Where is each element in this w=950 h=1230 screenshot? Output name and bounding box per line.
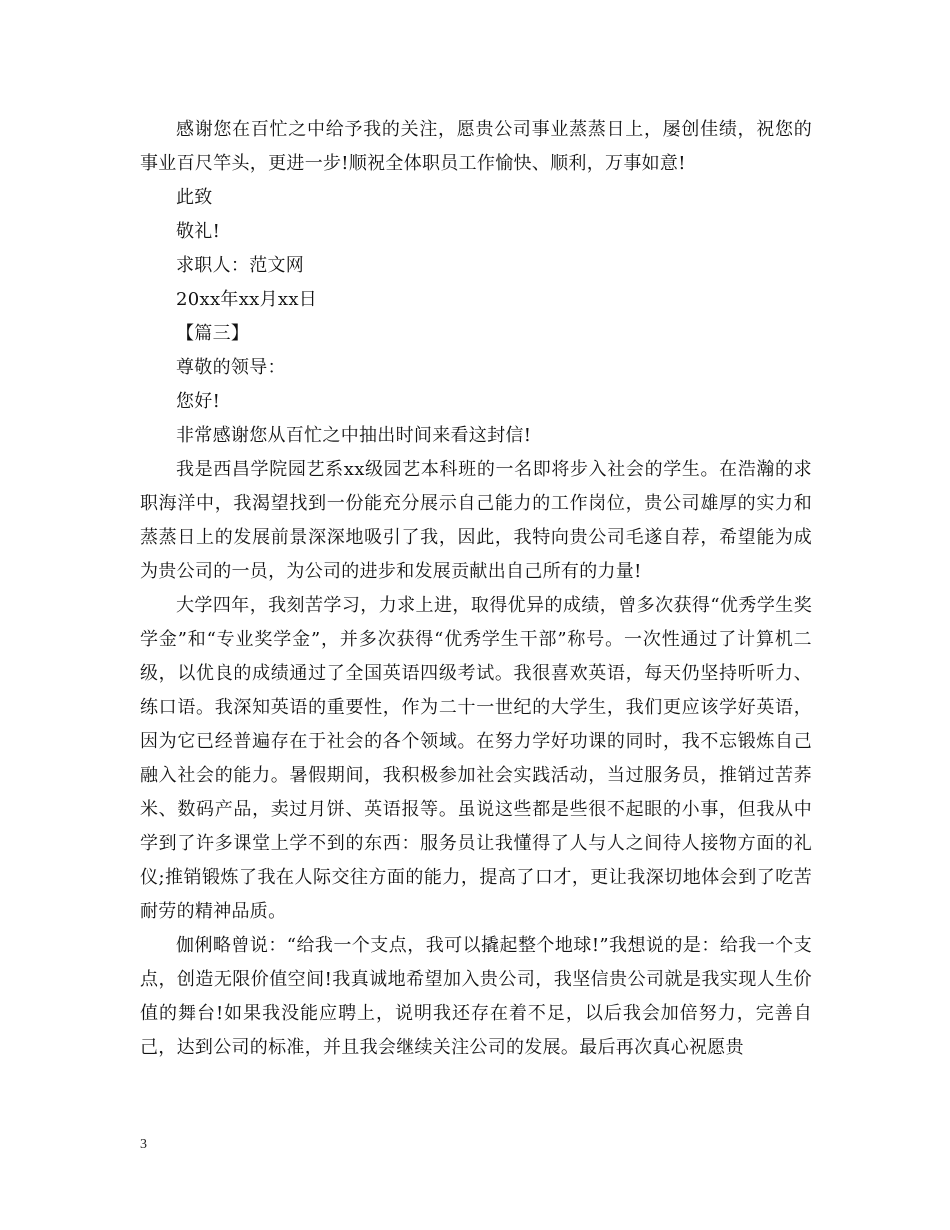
paragraph-conclusion: 伽俐略曾说：“给我一个支点，我可以撬起整个地球!”我想说的是：给我一个支点，创造无限价值空间!我真诚地希望加入贵公司，我坚信贵公司就是我实现人生价值的舞台!如果我没能应聘上，说明我还存在着不足，以后我会加倍努力，完善自己，达到公司的标准，并且我会继续关注公司的发展。最后再次真心祝愿贵 (140, 935, 812, 1058)
paragraph-thanks: 感谢您在百忙之中给予我的关注，愿贵公司事业蒸蒸日上，屡创佳绩，祝您的事业百尺竿头，更进一步!顺祝全体职员工作愉快、顺利，万事如意! (140, 119, 812, 174)
paragraph-regards: 敬礼! (176, 221, 221, 242)
section-heading: 【篇三】 (176, 323, 250, 344)
paragraph-date: 20xx年xx月xx日 (176, 289, 318, 310)
paragraph-opening-thanks: 非常感谢您从百忙之中抽出时间来看这封信! (176, 425, 532, 446)
paragraph-introduction: 我是西昌学院园艺系xx级园艺本科班的一名即将步入社会的学生。在浩瀚的求职海洋中，我渴望找到一份能充分展示自己能力的工作岗位，贵公司雄厚的实力和蒸蒸日上的发展前景深深地吸引了我，因此，我特向贵公司毛遂自荐，希望能为成为贵公司的一员，为公司的进步和发展贡献出自己所有的力量! (140, 459, 812, 582)
paragraph-closing-salutation: 此致 (176, 187, 213, 208)
paragraph-greeting: 尊敬的领导： (176, 357, 286, 378)
paragraph-hello: 您好! (176, 391, 221, 412)
paragraph-applicant: 求职人：范文网 (176, 255, 305, 276)
letter-body (140, 113, 812, 1065)
page-number: 3 (140, 1137, 147, 1152)
paragraph-university: 大学四年，我刻苦学习，力求上进，取得优异的成绩，曾多次获得“优秀学生奖学金”和“专业奖学金”，并多次获得“优秀学生干部”称号。一次性通过了计算机二级，以优良的成绩通过了全国英语四级考试。我很喜欢英语，每天仍坚持听听力、练口语。我深知英语的重要性，作为二十一世纪的大学生，我们更应该学好英语，因为它已经普遍存在于社会的各个领域。在努力学好功课的同时，我不忘锻炼自己融入社会的能力。暑假期间，我积极参加社会实践活动，当过服务员，推销过苦荞米、数码产品，卖过月饼、英语报等。虽说这些都是些很不起眼的小事，但我从中学到了许多课堂上学不到的东西：服务员让我懂得了人与人之间待人接物方面的礼仪;推销锻炼了我在人际交往方面的能力，提高了口才，更让我深切地体会到了吃苦耐劳的精神品质。 (140, 595, 812, 922)
